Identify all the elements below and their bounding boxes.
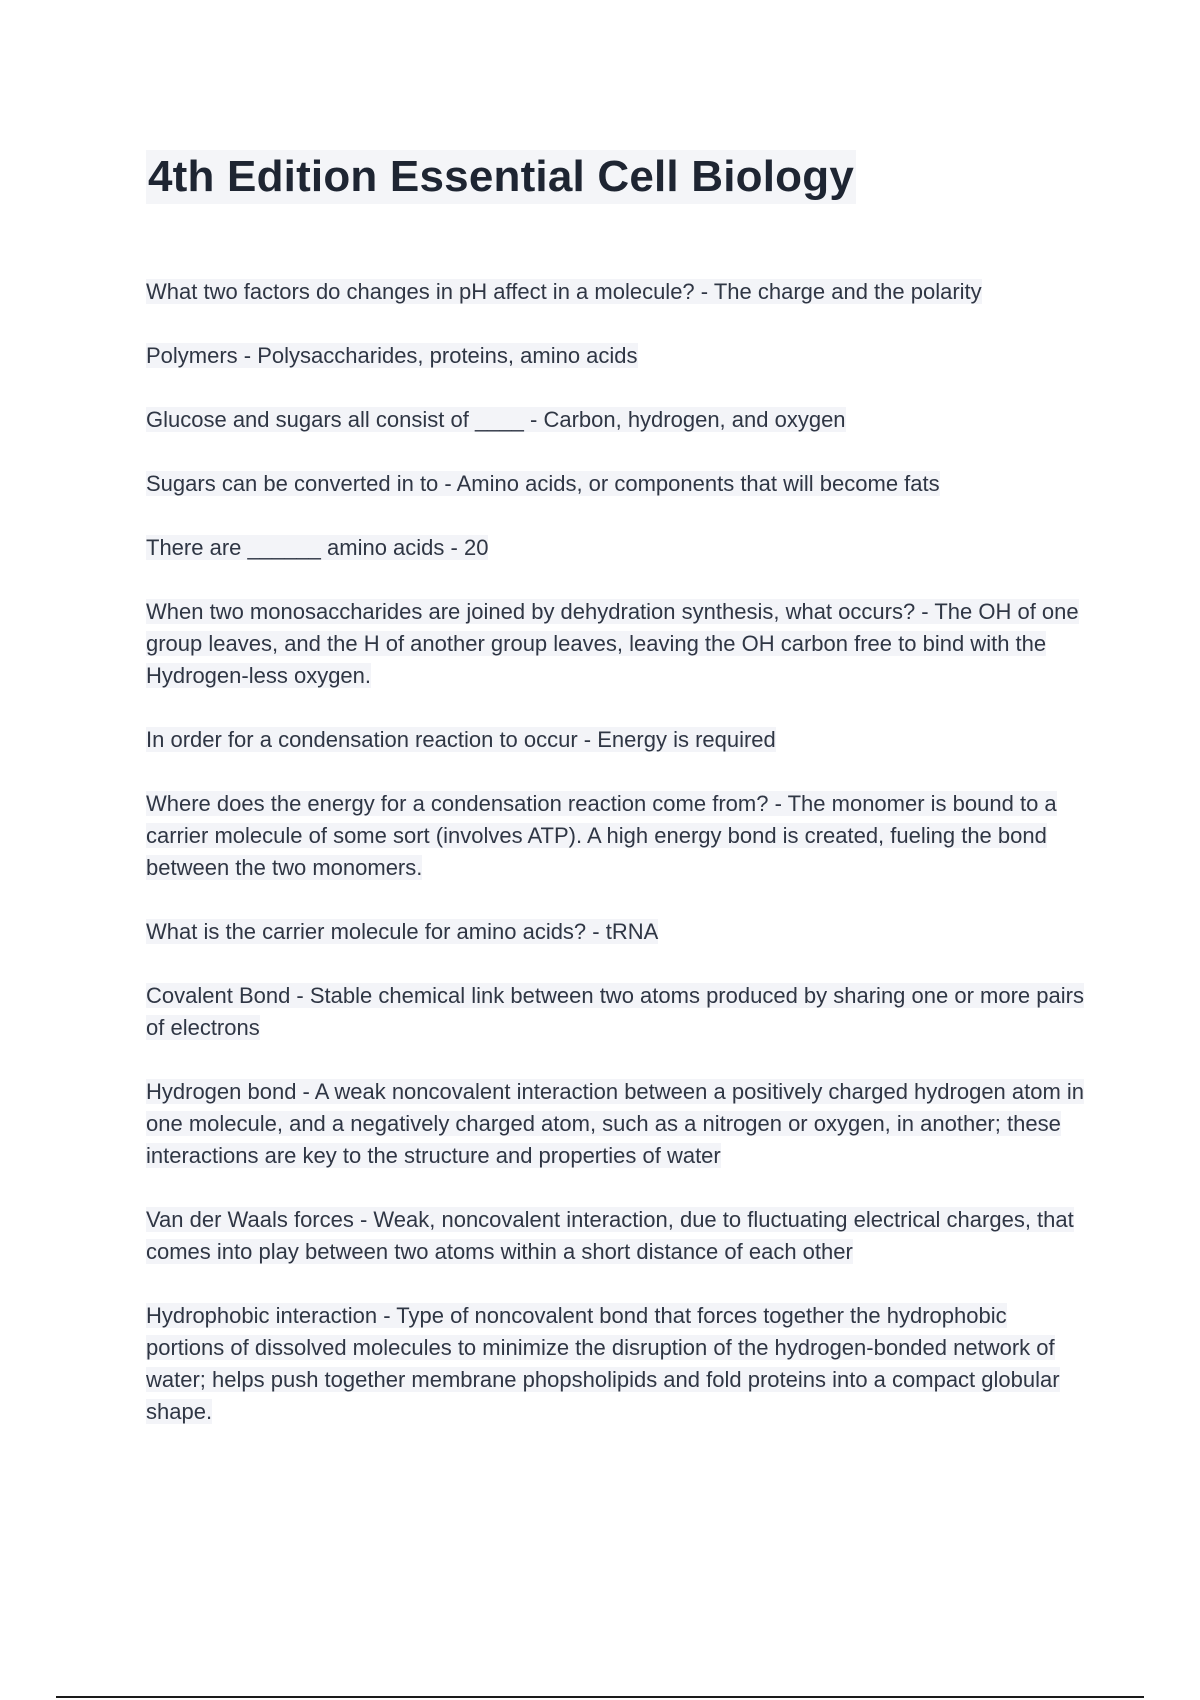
flashcard-entry (146, 404, 1086, 436)
flashcard-entry (146, 1300, 1086, 1428)
flashcard-entry (146, 1204, 1086, 1268)
flashcard-entry (146, 340, 1086, 372)
flashcard-text: Sugars can be converted in to - Amino acids, or components that will become fats (146, 471, 940, 496)
flashcard-text: Where does the energy for a condensation reaction come from? - The monomer is bound to a carrier molecule of some sort (involves ATP). A high energy bond is created, fueling the bond between the two monomers. (146, 791, 1057, 880)
flashcard-text: Polymers - Polysaccharides, proteins, amino acids (146, 343, 638, 368)
flashcard-text: Covalent Bond - Stable chemical link between two atoms produced by sharing one or more pairs of electrons (146, 983, 1084, 1040)
flashcard-entry (146, 468, 1086, 500)
flashcard-text: When two monosaccharides are joined by dehydration synthesis, what occurs? - The OH of one group leaves, and the H of another group leaves, leaving the OH carbon free to bind with the Hydrogen-less oxygen. (146, 599, 1079, 688)
flashcard-text: Glucose and sugars all consist of ____ - Carbon, hydrogen, and oxygen (146, 407, 846, 432)
flashcard-text: There are ______ amino acids - 20 (146, 535, 489, 560)
flashcard-entry (146, 276, 1086, 308)
flashcard-text: Hydrogen bond - A weak noncovalent interaction between a positively charged hydrogen atom in one molecule, and a negatively charged atom, such as a nitrogen or oxygen, in another; these interactions are key to the structure and properties of water (146, 1079, 1085, 1168)
page-footer-rule (56, 1696, 1144, 1698)
flashcard-entry (146, 916, 1086, 948)
document-page (146, 150, 1086, 1460)
flashcard-entry (146, 724, 1086, 756)
flashcard-text: What is the carrier molecule for amino acids? - tRNA (146, 919, 659, 944)
document-title: 4th Edition Essential Cell Biology (146, 150, 856, 204)
flashcard-list (146, 276, 1086, 1428)
flashcard-entry (146, 532, 1086, 564)
flashcard-text: In order for a condensation reaction to occur - Energy is required (146, 727, 776, 752)
flashcard-text: Van der Waals forces - Weak, noncovalent interaction, due to fluctuating electrical charges, that comes into play between two atoms within a short distance of each other (146, 1207, 1074, 1264)
flashcard-entry (146, 788, 1086, 884)
flashcard-entry (146, 980, 1086, 1044)
flashcard-entry (146, 596, 1086, 692)
flashcard-entry (146, 1076, 1086, 1172)
flashcard-text: Hydrophobic interaction - Type of noncovalent bond that forces together the hydrophobic portions of dissolved molecules to minimize the disruption of the hydrogen-bonded network of water; helps push together membrane phopsholipids and fold proteins into a compact globular shape. (146, 1303, 1060, 1424)
flashcard-text: What two factors do changes in pH affect in a molecule? - The charge and the polarity (146, 279, 982, 304)
